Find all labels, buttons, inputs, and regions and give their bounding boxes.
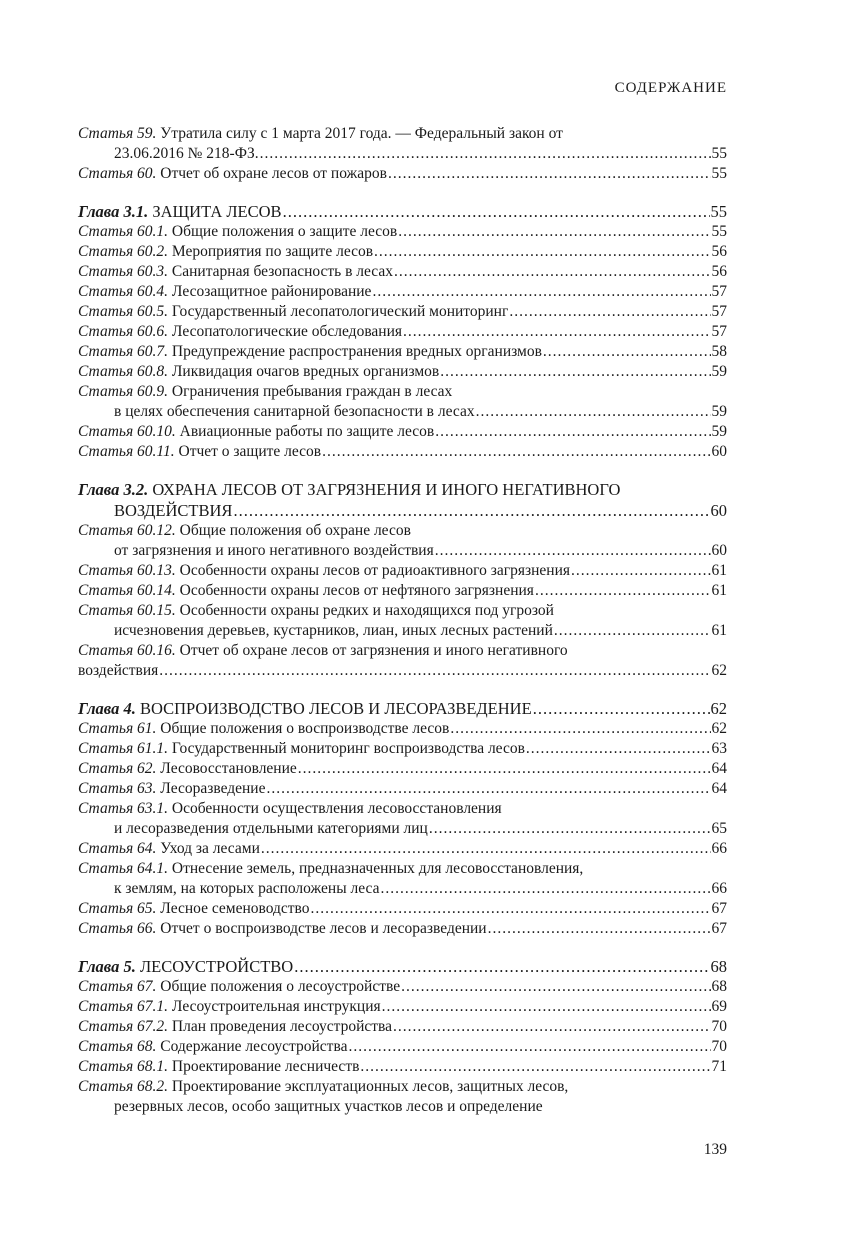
toc-entry	[78, 919, 727, 939]
entry-title-continuation: и лесоразведения отдельными категориями лиц	[114, 820, 428, 837]
toc-line	[78, 859, 727, 879]
entry-page-number: 67	[711, 920, 727, 937]
entry-label: Статья 60.5.	[78, 303, 169, 320]
toc-line	[78, 601, 727, 621]
dot-leader	[360, 1057, 710, 1077]
entry-page-number: 56	[711, 263, 727, 280]
entry-page-number: 59	[711, 363, 727, 380]
entry-title: Государственный лесопатологический мониторинг	[171, 303, 509, 320]
toc-line	[78, 779, 727, 799]
toc-line	[78, 242, 727, 262]
entry-title: Особенности осуществления лесовосстановления	[171, 800, 502, 817]
toc-entry	[78, 442, 727, 462]
entry-title: Авиационные работы по защите лесов	[179, 423, 435, 440]
entry-title: Отнесение земель, предназначенных для лесовосстановления,	[171, 860, 584, 877]
dot-leader	[435, 422, 710, 442]
entry-title-continuation: к землям, на которых расположены леса	[114, 880, 380, 897]
toc-line	[78, 719, 727, 739]
entry-title: Ограничения пребывания граждан в лесах	[171, 383, 453, 400]
toc-entry	[78, 561, 727, 581]
entry-title: Государственный мониторинг воспроизводства лесов	[171, 740, 525, 757]
entry-label: Статья 67.	[78, 978, 157, 995]
entry-title: Проектирование лесничеств	[171, 1058, 360, 1075]
entry-label: Статья 60.3.	[78, 263, 169, 280]
toc-line	[78, 956, 727, 977]
toc-entry	[78, 779, 727, 799]
dot-leader	[380, 879, 710, 899]
toc-line	[78, 322, 727, 342]
entry-title-continuation: в целях обеспечения санитарной безопасности в лесах	[114, 403, 475, 420]
toc-line	[78, 442, 727, 462]
toc-line-continuation	[78, 402, 727, 422]
dot-leader	[571, 561, 711, 581]
toc-line-continuation	[78, 1097, 727, 1117]
entry-title: План проведения лесоустройства	[171, 1018, 393, 1035]
entry-label: Статья 61.1.	[78, 740, 169, 757]
toc-line	[78, 839, 727, 859]
entry-label: Статья 64.1.	[78, 860, 169, 877]
toc-line	[78, 799, 727, 819]
entry-page-number: 55	[711, 145, 727, 162]
entry-label: Статья 60.8.	[78, 363, 169, 380]
entry-label: Статья 60.12.	[78, 522, 176, 539]
entry-page-number: 57	[711, 283, 727, 300]
toc-line	[78, 124, 727, 144]
entry-label: Глава 5.	[78, 957, 136, 976]
entry-page-number: 58	[711, 343, 727, 360]
entry-title: ЗАЩИТА ЛЕСОВ	[152, 202, 282, 221]
entry-page-number: 61	[711, 622, 727, 639]
entry-page-number: 62	[711, 662, 727, 679]
toc-entry	[78, 1057, 727, 1077]
entry-page-number: 64	[711, 780, 727, 797]
dot-leader	[526, 739, 711, 759]
toc-line	[78, 641, 727, 661]
entry-label: Статья 60.10.	[78, 423, 176, 440]
toc-line	[78, 201, 727, 222]
entry-title-continuation: от загрязнения и иного негативного воздействия	[114, 542, 434, 559]
toc-entry	[78, 124, 727, 164]
dot-leader	[348, 1037, 710, 1057]
toc-entry	[78, 242, 727, 262]
entry-page-number: 67	[711, 900, 727, 917]
dot-leader	[440, 362, 710, 382]
entry-label: Статья 63.1.	[78, 800, 169, 817]
dot-leader	[233, 500, 709, 521]
toc-line	[78, 1077, 727, 1097]
entry-label: Статья 60.6.	[78, 323, 169, 340]
toc-entry	[78, 422, 727, 442]
entry-page-number: 68	[710, 957, 727, 976]
toc-line-continuation	[78, 144, 727, 164]
entry-title: ЛЕСОУСТРОЙСТВО	[139, 957, 294, 976]
entry-title: Проектирование эксплуатационных лесов, защитных лесов,	[171, 1078, 569, 1095]
entry-label: Статья 63.	[78, 780, 157, 797]
toc-entry	[78, 322, 727, 342]
toc-entry	[78, 977, 727, 997]
entry-page-number: 66	[711, 880, 727, 897]
entry-title: Ликвидация очагов вредных организмов	[171, 363, 440, 380]
entry-page-number: 55	[711, 165, 727, 182]
entry-title: Мероприятия по защите лесов	[171, 243, 374, 260]
toc-line	[78, 342, 727, 362]
dot-leader	[509, 302, 710, 322]
toc-line	[78, 382, 727, 402]
entry-page-number: 61	[711, 582, 727, 599]
toc-entry	[78, 262, 727, 282]
toc-entry	[78, 839, 727, 859]
toc-line-continuation	[78, 621, 727, 641]
entry-title-continuation: исчезновения деревьев, кустарников, лиан, иных лесных растений	[114, 622, 553, 639]
entry-page-number: 59	[711, 423, 727, 440]
entry-page-number: 61	[711, 562, 727, 579]
entry-label: Статья 60.15.	[78, 602, 176, 619]
entry-page-number: 64	[711, 760, 727, 777]
dot-leader	[435, 541, 711, 561]
entry-title-continuation: воздействия	[78, 662, 159, 679]
toc-entry	[78, 1077, 727, 1117]
entry-title: Особенности охраны лесов от радиоактивного загрязнения	[179, 562, 570, 579]
entry-label: Статья 60.16.	[78, 642, 176, 659]
toc-line	[78, 282, 727, 302]
entry-label: Статья 66.	[78, 920, 157, 937]
entry-label: Статья 67.2.	[78, 1018, 169, 1035]
entry-page-number: 69	[711, 998, 727, 1015]
entry-title-continuation: резервных лесов, особо защитных участков лесов и определение	[114, 1098, 543, 1115]
entry-title: Отчет о воспроизводстве лесов и лесоразведении	[160, 920, 487, 937]
dot-leader	[294, 956, 709, 977]
entry-label: Статья 65.	[78, 900, 157, 917]
entry-label: Статья 68.1.	[78, 1058, 169, 1075]
dot-leader	[298, 759, 711, 779]
entry-label: Статья 60.7.	[78, 343, 169, 360]
entry-page-number: 62	[710, 699, 727, 718]
toc-entry	[78, 164, 727, 184]
dot-leader	[554, 621, 711, 641]
entry-label: Статья 60.14.	[78, 582, 176, 599]
toc-chapter	[78, 698, 727, 719]
entry-title: Уход за лесами	[160, 840, 260, 857]
toc-line-continuation	[78, 879, 727, 899]
dot-leader	[488, 919, 711, 939]
toc-line	[78, 581, 727, 601]
entry-title-continuation: ВОЗДЕЙСТВИЯ	[114, 501, 233, 520]
dot-leader	[266, 779, 710, 799]
toc-line	[78, 561, 727, 581]
entry-label: Статья 60.11.	[78, 443, 175, 460]
entry-label: Статья 60.2.	[78, 243, 169, 260]
toc-line	[78, 479, 727, 500]
toc-chapter	[78, 479, 727, 521]
dot-leader	[261, 839, 711, 859]
toc-entry	[78, 759, 727, 779]
toc-chapter	[78, 956, 727, 977]
entry-title: Лесоразведение	[160, 780, 266, 797]
entry-page-number: 62	[711, 720, 727, 737]
toc-line	[78, 262, 727, 282]
entry-page-number: 70	[711, 1038, 727, 1055]
entry-page-number: 70	[711, 1018, 727, 1035]
dot-leader	[393, 1017, 710, 1037]
entry-label: Статья 68.2.	[78, 1078, 169, 1095]
toc-line	[78, 362, 727, 382]
entry-title: Отчет о защите лесов	[178, 443, 322, 460]
dot-leader	[283, 201, 710, 222]
toc-entry	[78, 799, 727, 839]
dot-leader	[372, 282, 710, 302]
toc-line	[78, 698, 727, 719]
toc-line-continuation	[78, 541, 727, 561]
entry-title: Лесоустроительная инструкция	[171, 998, 381, 1015]
dot-leader	[382, 997, 711, 1017]
toc-line-continuation	[78, 661, 727, 681]
toc-line	[78, 1057, 727, 1077]
toc-line	[78, 302, 727, 322]
entry-page-number: 68	[711, 978, 727, 995]
dot-leader	[401, 977, 710, 997]
toc-line	[78, 1017, 727, 1037]
toc-entry	[78, 362, 727, 382]
entry-page-number: 56	[711, 243, 727, 260]
entry-title: ОХРАНА ЛЕСОВ ОТ ЗАГРЯЗНЕНИЯ И ИНОГО НЕГАТИВНОГО	[152, 480, 621, 499]
entry-page-number: 63	[711, 740, 727, 757]
dot-leader	[450, 719, 710, 739]
entry-title: Лесозащитное районирование	[171, 283, 372, 300]
dot-leader	[159, 661, 710, 681]
toc-entry	[78, 641, 727, 681]
entry-title: Особенности охраны лесов от нефтяного загрязнения	[179, 582, 534, 599]
entry-label: Статья 61.	[78, 720, 157, 737]
table-of-contents	[78, 124, 727, 1117]
entry-title-continuation: 23.06.2016 № 218-ФЗ.	[114, 145, 259, 162]
page-number: 139	[703, 1141, 727, 1158]
entry-title: Общие положения об охране лесов	[179, 522, 411, 539]
dot-leader	[543, 342, 711, 362]
toc-line	[78, 164, 727, 184]
dot-leader	[476, 402, 711, 422]
toc-line	[78, 739, 727, 759]
toc-line	[78, 899, 727, 919]
entry-label: Статья 67.1.	[78, 998, 169, 1015]
entry-page-number: 65	[711, 820, 727, 837]
running-header: СОДЕРЖАНИЕ	[614, 80, 727, 96]
dot-leader	[374, 242, 710, 262]
entry-page-number: 71	[711, 1058, 727, 1075]
entry-label: Статья 60.4.	[78, 283, 169, 300]
entry-title: Общие положения о лесоустройстве	[160, 978, 401, 995]
toc-line-continuation	[78, 500, 727, 521]
toc-entry	[78, 719, 727, 739]
entry-page-number: 60	[711, 443, 727, 460]
entry-title: Особенности охраны редких и находящихся под угрозой	[179, 602, 554, 619]
entry-page-number: 59	[711, 403, 727, 420]
entry-label: Статья 59.	[78, 125, 157, 142]
toc-entry	[78, 1017, 727, 1037]
entry-label: Глава 3.1.	[78, 202, 149, 221]
toc-entry	[78, 302, 727, 322]
entry-label: Статья 62.	[78, 760, 157, 777]
toc-line	[78, 1037, 727, 1057]
entry-title: Общие положения о воспроизводстве лесов	[160, 720, 450, 737]
entry-page-number: 55	[711, 223, 727, 240]
entry-title: Общие положения о защите лесов	[171, 223, 398, 240]
toc-entry	[78, 859, 727, 899]
entry-label: Статья 64.	[78, 840, 157, 857]
entry-title: Санитарная безопасность в лесах	[171, 263, 393, 280]
entry-page-number: 55	[710, 202, 727, 221]
entry-label: Глава 4.	[78, 699, 136, 718]
dot-leader	[322, 442, 710, 462]
toc-line	[78, 422, 727, 442]
entry-label: Статья 60.9.	[78, 383, 169, 400]
dot-leader	[535, 581, 711, 601]
entry-title: Утратила силу с 1 марта 2017 года. — Федеральный закон от	[160, 125, 563, 142]
toc-entry	[78, 342, 727, 362]
toc-entry	[78, 382, 727, 422]
toc-entry	[78, 601, 727, 641]
entry-title: Отчет об охране лесов от загрязнения и иного негативного	[179, 642, 568, 659]
dot-leader	[533, 698, 710, 719]
entry-title: Предупреждение распространения вредных организмов	[171, 343, 542, 360]
entry-page-number: 57	[711, 323, 727, 340]
entry-label: Глава 3.2.	[78, 480, 149, 499]
dot-leader	[403, 322, 710, 342]
dot-leader	[311, 899, 711, 919]
toc-line	[78, 977, 727, 997]
entry-label: Статья 68.	[78, 1038, 157, 1055]
entry-title: Лесопатологические обследования	[171, 323, 403, 340]
toc-entry	[78, 282, 727, 302]
toc-line	[78, 919, 727, 939]
entry-label: Статья 60.1.	[78, 223, 169, 240]
toc-chapter	[78, 201, 727, 222]
dot-leader	[398, 222, 710, 242]
toc-entry	[78, 581, 727, 601]
entry-label: Статья 60.	[78, 165, 157, 182]
toc-line	[78, 521, 727, 541]
entry-page-number: 60	[710, 501, 727, 520]
entry-title: Лесное семеноводство	[160, 900, 310, 917]
toc-line	[78, 997, 727, 1017]
entry-page-number: 57	[711, 303, 727, 320]
dot-leader	[260, 144, 711, 164]
toc-entry	[78, 1037, 727, 1057]
toc-entry	[78, 997, 727, 1017]
dot-leader	[394, 262, 711, 282]
toc-entry	[78, 739, 727, 759]
dot-leader	[388, 164, 711, 184]
entry-title: Содержание лесоустройства	[160, 1038, 348, 1055]
entry-title: Отчет об охране лесов от пожаров	[160, 165, 387, 182]
toc-line	[78, 222, 727, 242]
entry-title: ВОСПРОИЗВОДСТВО ЛЕСОВ И ЛЕСОРАЗВЕДЕНИЕ	[139, 699, 532, 718]
toc-entry	[78, 222, 727, 242]
toc-line	[78, 759, 727, 779]
toc-line-continuation	[78, 819, 727, 839]
dot-leader	[429, 819, 711, 839]
entry-page-number: 66	[711, 840, 727, 857]
entry-label: Статья 60.13.	[78, 562, 176, 579]
toc-entry	[78, 899, 727, 919]
toc-entry	[78, 521, 727, 561]
entry-title: Лесовосстановление	[160, 760, 297, 777]
entry-page-number: 60	[711, 542, 727, 559]
